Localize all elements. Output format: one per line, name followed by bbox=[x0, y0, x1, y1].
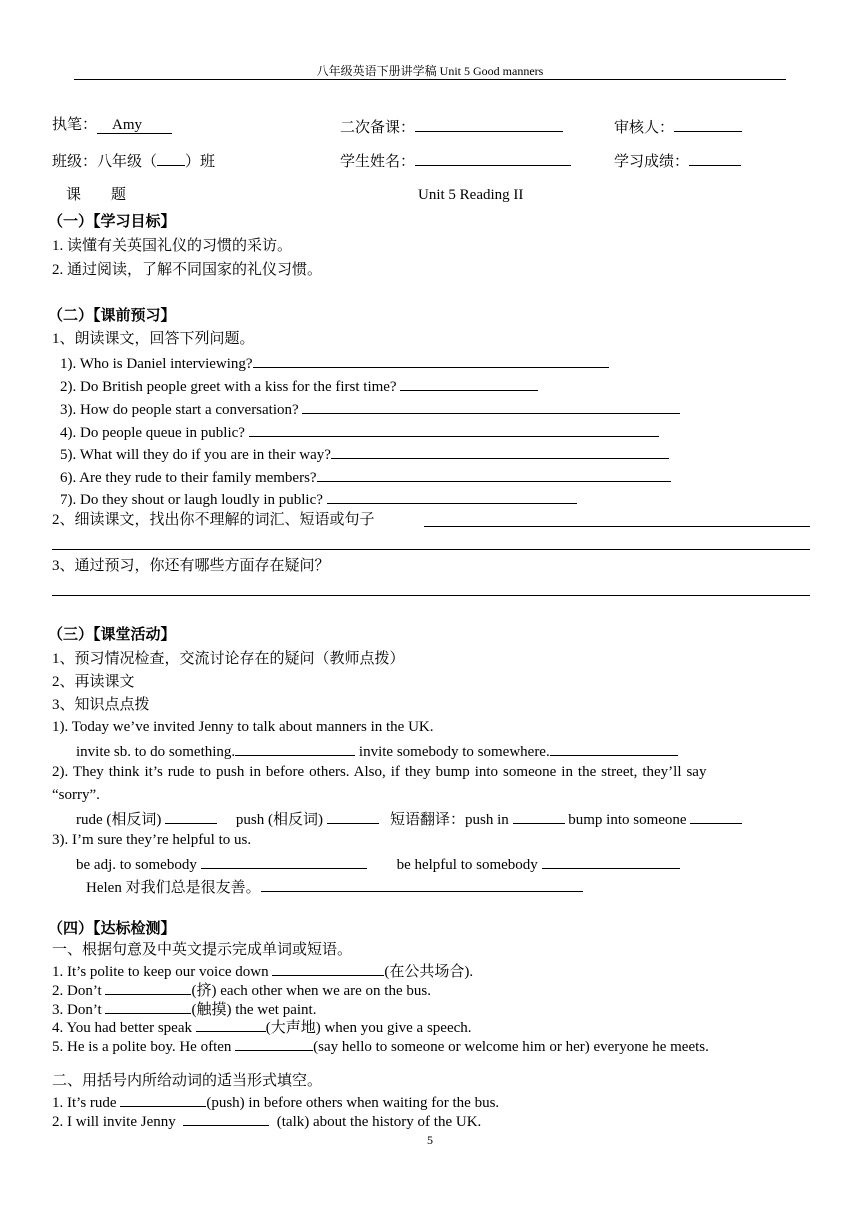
s4-r1-blank[interactable] bbox=[120, 1091, 206, 1107]
s2-item2: 2、细读课文，找出你不理解的词汇、短语或句子 bbox=[52, 512, 375, 528]
s4-q1-blank[interactable] bbox=[272, 960, 384, 976]
s3-point-2-cont: “sorry”. bbox=[52, 787, 100, 803]
s2-q5-blank[interactable] bbox=[331, 443, 669, 459]
section2-title: （二）【课前预习】 bbox=[48, 308, 176, 324]
s2-q4-blank[interactable] bbox=[249, 421, 659, 437]
s3-bump-blank[interactable] bbox=[690, 808, 742, 824]
s4-q1: 1. It’s polite to keep our voice down (在公共场合). bbox=[52, 960, 473, 981]
student-label: 学生姓名： bbox=[340, 154, 416, 170]
reviewer-blank[interactable] bbox=[674, 116, 742, 132]
s2-q3: 3). How do people start a conversation? bbox=[60, 398, 680, 419]
s3-rude-blank[interactable] bbox=[165, 808, 217, 824]
s4-part2: 二、用括号内所给动词的适当形式填空。 bbox=[52, 1073, 323, 1089]
header-rule bbox=[74, 79, 786, 80]
topic-label: 课 题 bbox=[66, 187, 127, 203]
section1-title: （一）【学习目标】 bbox=[48, 214, 176, 230]
s4-q2: 2. Don’t (挤) each other when we are on the bus. bbox=[52, 979, 431, 1000]
section3-title: （三）【课堂活动】 bbox=[48, 627, 176, 643]
s4-part1: 一、根据句意及中英文提示完成单词或短语。 bbox=[52, 942, 353, 958]
class-suffix: ）班 bbox=[185, 154, 216, 170]
s1-item-1: 1. 读懂有关英国礼仪的习惯的采访。 bbox=[52, 238, 293, 254]
s2-item3-blank[interactable] bbox=[52, 595, 810, 596]
s2-q2: 2). Do British people greet with a kiss for the first time? bbox=[60, 375, 538, 396]
s4-q2-blank[interactable] bbox=[105, 979, 191, 995]
s3-p1b-blank[interactable] bbox=[550, 740, 678, 756]
class-blank[interactable] bbox=[157, 150, 185, 166]
s3-item-1: 1、预习情况检查，交流讨论存在的疑问（教师点拨） bbox=[52, 651, 405, 667]
s2-q1: 1). Who is Daniel interviewing? bbox=[60, 352, 609, 373]
s3-p3c-blank[interactable] bbox=[261, 876, 583, 892]
s2-item3: 3、通过预习，你还有哪些方面存在疑问？ bbox=[52, 558, 330, 574]
s3-p1a-blank[interactable] bbox=[235, 740, 355, 756]
student-row bbox=[340, 150, 571, 171]
second-prep-blank[interactable] bbox=[415, 116, 563, 132]
author-row bbox=[52, 116, 172, 134]
second-prep-label: 二次备课： bbox=[340, 120, 416, 136]
s3-item-2: 2、再读课文 bbox=[52, 674, 135, 690]
author-label: 执笔： bbox=[52, 117, 98, 133]
s4-q5-blank[interactable] bbox=[235, 1035, 313, 1051]
s3-pushin-blank[interactable] bbox=[513, 808, 565, 824]
s2-q6-blank[interactable] bbox=[317, 466, 671, 482]
s3-item-3: 3、知识点点拨 bbox=[52, 697, 150, 713]
page-header: 八年级英语下册讲学稿 Unit 5 Good manners bbox=[316, 64, 544, 78]
s2-q5: 5). What will they do if you are in their way? bbox=[60, 443, 669, 464]
s3-point-1: 1). Today we’ve invited Jenny to talk about manners in the UK. bbox=[52, 719, 434, 735]
s4-q3-blank[interactable] bbox=[105, 998, 191, 1014]
class-row bbox=[52, 150, 215, 171]
s3-point-3: 3). I’m sure they’re helpful to us. bbox=[52, 832, 252, 848]
s2-q7: 7). Do they shout or laugh loudly in public? bbox=[60, 488, 577, 509]
topic-value: Unit 5 Reading II bbox=[418, 187, 524, 203]
s4-q3: 3. Don’t (触摸) the wet paint. bbox=[52, 998, 316, 1019]
s2-q4: 4). Do people queue in public? bbox=[60, 421, 659, 442]
score-blank[interactable] bbox=[689, 150, 741, 166]
s3-point-1-sub: invite sb. to do something. invite somebody to somewhere. bbox=[76, 740, 678, 761]
class-label: 班级：八年级（ bbox=[52, 154, 158, 170]
student-blank[interactable] bbox=[415, 150, 571, 166]
s4-r2-blank[interactable] bbox=[183, 1110, 269, 1126]
s3-push-blank[interactable] bbox=[327, 808, 379, 824]
s4-q4-blank[interactable] bbox=[196, 1016, 266, 1032]
author-name: Amy bbox=[97, 117, 172, 134]
s3-point-3-sub: be adj. to somebody be helpful to somebody bbox=[76, 853, 680, 874]
s2-intro: 1、朗读课文，回答下列问题。 bbox=[52, 331, 255, 347]
page-number: 5 bbox=[427, 1133, 433, 1147]
s4-r1: 1. It’s rude (push) in before others when waiting for the bus. bbox=[52, 1091, 499, 1112]
s3-point-3-translate: Helen 对我们总是很友善。 bbox=[86, 876, 583, 897]
s3-point-2-sub: rude (相反词) push (相反词) 短语翻译：push in bump into someone bbox=[76, 808, 742, 829]
s4-q4: 4. You had better speak (大声地) when you give a speech. bbox=[52, 1016, 472, 1037]
s3-p3b-blank[interactable] bbox=[542, 853, 680, 869]
second-prep-row bbox=[340, 116, 563, 137]
s2-q7-blank[interactable] bbox=[327, 488, 577, 504]
s2-q6: 6). Are they rude to their family members? bbox=[60, 466, 671, 487]
s3-p3a-blank[interactable] bbox=[201, 853, 367, 869]
reviewer-row bbox=[614, 116, 742, 137]
s2-q1-blank[interactable] bbox=[253, 352, 609, 368]
s3-point-2: 2). They think it’s rude to push in before others. Also, if they bump into someone in the street, they’ll say bbox=[52, 764, 707, 780]
s2-q3-blank[interactable] bbox=[302, 398, 680, 414]
s4-q5: 5. He is a polite boy. He often (say hello to someone or welcome him or her) everyone he meets. bbox=[52, 1035, 709, 1056]
score-label: 学习成绩： bbox=[614, 154, 690, 170]
section4-title: （四）【达标检测】 bbox=[48, 921, 176, 937]
s2-item2-blank[interactable] bbox=[424, 526, 810, 527]
s2-q2-blank[interactable] bbox=[400, 375, 538, 391]
s1-item-2: 2. 通过阅读，了解不同国家的礼仪习惯。 bbox=[52, 262, 323, 278]
score-row bbox=[614, 150, 741, 171]
s4-r2: 2. I will invite Jenny (talk) about the history of the UK. bbox=[52, 1110, 481, 1131]
s2-item2-blank-2[interactable] bbox=[52, 549, 810, 550]
reviewer-label: 审核人： bbox=[614, 120, 675, 136]
